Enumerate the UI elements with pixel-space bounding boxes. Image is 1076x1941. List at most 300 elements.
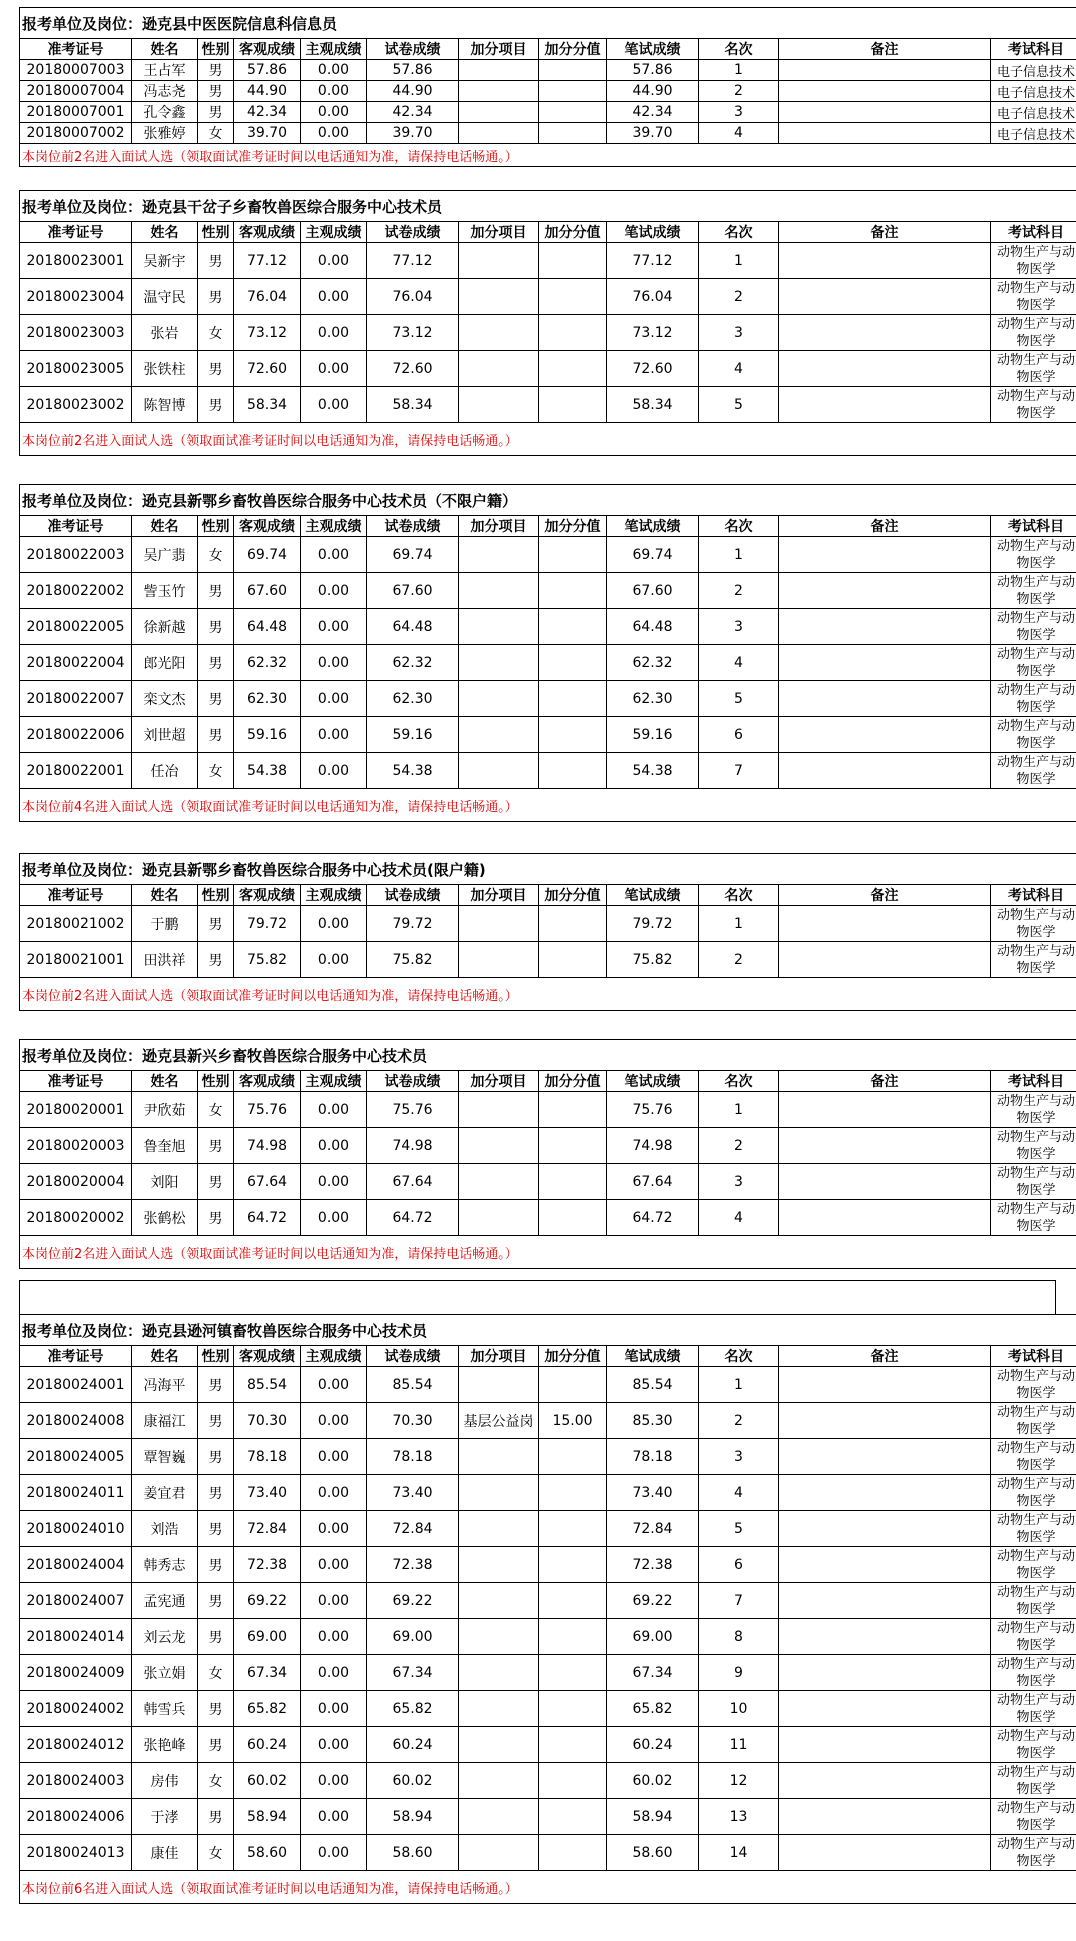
- cell-admission-number: 20180024002: [20, 1691, 132, 1727]
- column-header-objective-score: 客观成绩: [234, 1346, 301, 1367]
- column-header-rank: 名次: [699, 222, 779, 243]
- column-header-name: 姓名: [132, 885, 198, 906]
- cell-remark: [779, 1439, 991, 1475]
- cell-written-score: 69.74: [607, 537, 699, 573]
- cell-written-score: 67.60: [607, 573, 699, 609]
- cell-subjective-score: 0.00: [301, 1691, 367, 1727]
- cell-admission-number: 20180023005: [20, 351, 132, 387]
- cell-objective-score: 60.02: [234, 1763, 301, 1799]
- cell-exam-subject: 动物生产与动物医学: [991, 1164, 1076, 1200]
- cell-bonus-item: [459, 1128, 539, 1164]
- cell-bonus-item: [459, 351, 539, 387]
- cell-rank: 7: [699, 1583, 779, 1619]
- column-header-objective-score: 客观成绩: [234, 222, 301, 243]
- cell-written-score: 44.90: [607, 81, 699, 102]
- cell-written-score: 57.86: [607, 60, 699, 81]
- cell-subjective-score: 0.00: [301, 1511, 367, 1547]
- section-title: 报考单位及岗位：逊克县新鄂乡畜牧兽医综合服务中心技术员（不限户籍）: [20, 485, 1076, 516]
- cell-paper-score: 77.12: [367, 243, 459, 279]
- cell-objective-score: 67.64: [234, 1164, 301, 1200]
- title-row: [20, 191, 1076, 222]
- cell-rank: 6: [699, 1547, 779, 1583]
- cell-gender: 女: [198, 123, 234, 144]
- score-table: [19, 1314, 1076, 1904]
- table-row: [20, 906, 1076, 942]
- cell-remark: [779, 681, 991, 717]
- cell-name: 张立娟: [132, 1655, 198, 1691]
- cell-subjective-score: 0.00: [301, 942, 367, 978]
- column-header-admission-number: 准考证号: [20, 39, 132, 60]
- cell-bonus-value: [539, 573, 607, 609]
- cell-name: 张雅婷: [132, 123, 198, 144]
- cell-bonus-value: [539, 1763, 607, 1799]
- cell-gender: 男: [198, 942, 234, 978]
- column-header-exam-subject: 考试科目: [991, 222, 1076, 243]
- cell-admission-number: 20180024011: [20, 1475, 132, 1511]
- column-header-bonus-item: 加分项目: [459, 39, 539, 60]
- cell-objective-score: 77.12: [234, 243, 301, 279]
- cell-admission-number: 20180024001: [20, 1367, 132, 1403]
- cell-name: 栾文杰: [132, 681, 198, 717]
- cell-paper-score: 67.34: [367, 1655, 459, 1691]
- table-row: [20, 942, 1076, 978]
- cell-exam-subject: 动物生产与动物医学: [991, 1619, 1076, 1655]
- cell-bonus-value: 15.00: [539, 1403, 607, 1439]
- cell-subjective-score: 0.00: [301, 1835, 367, 1871]
- header-row: [20, 222, 1076, 243]
- column-header-gender: 性别: [198, 1346, 234, 1367]
- cell-exam-subject: 动物生产与动物医学: [991, 315, 1076, 351]
- cell-remark: [779, 1367, 991, 1403]
- cell-rank: 2: [699, 81, 779, 102]
- cell-name: 康佳: [132, 1835, 198, 1871]
- section-title: 报考单位及岗位：逊克县新鄂乡畜牧兽医综合服务中心技术员(限户籍): [20, 854, 1076, 885]
- header-row: [20, 516, 1076, 537]
- cell-name: 刘阳: [132, 1164, 198, 1200]
- cell-admission-number: 20180024003: [20, 1763, 132, 1799]
- cell-remark: [779, 1475, 991, 1511]
- table-row: [20, 315, 1076, 351]
- cell-remark: [779, 717, 991, 753]
- cell-subjective-score: 0.00: [301, 1439, 367, 1475]
- cell-written-score: 73.12: [607, 315, 699, 351]
- cell-name: 刘浩: [132, 1511, 198, 1547]
- table-row: [20, 1799, 1076, 1835]
- cell-name: 王占军: [132, 60, 198, 81]
- column-header-remark: 备注: [779, 1346, 991, 1367]
- cell-name: 田洪祥: [132, 942, 198, 978]
- cell-written-score: 42.34: [607, 102, 699, 123]
- table-row: [20, 645, 1076, 681]
- cell-admission-number: 20180024006: [20, 1799, 132, 1835]
- cell-objective-score: 79.72: [234, 906, 301, 942]
- table-row: [20, 60, 1076, 81]
- cell-remark: [779, 1511, 991, 1547]
- score-table: [19, 484, 1076, 822]
- cell-bonus-value: [539, 1367, 607, 1403]
- cell-admission-number: 20180023001: [20, 243, 132, 279]
- table-row: [20, 1619, 1076, 1655]
- cell-bonus-value: [539, 537, 607, 573]
- cell-bonus-value: [539, 243, 607, 279]
- cell-name: 于鹏: [132, 906, 198, 942]
- cell-gender: 男: [198, 1439, 234, 1475]
- cell-remark: [779, 753, 991, 789]
- cell-bonus-item: [459, 1727, 539, 1763]
- note-row: [20, 978, 1076, 1011]
- table-row: [20, 1164, 1076, 1200]
- cell-paper-score: 62.32: [367, 645, 459, 681]
- cell-gender: 男: [198, 387, 234, 423]
- cell-written-score: 69.00: [607, 1619, 699, 1655]
- cell-bonus-value: [539, 351, 607, 387]
- cell-rank: 4: [699, 123, 779, 144]
- cell-bonus-value: [539, 102, 607, 123]
- cell-rank: 2: [699, 1403, 779, 1439]
- cell-paper-score: 78.18: [367, 1439, 459, 1475]
- cell-gender: 男: [198, 1583, 234, 1619]
- cell-subjective-score: 0.00: [301, 537, 367, 573]
- cell-written-score: 69.22: [607, 1583, 699, 1619]
- cell-exam-subject: 动物生产与动物医学: [991, 1092, 1076, 1128]
- cell-bonus-value: [539, 387, 607, 423]
- cell-bonus-value: [539, 681, 607, 717]
- cell-paper-score: 42.34: [367, 102, 459, 123]
- cell-paper-score: 64.48: [367, 609, 459, 645]
- table-row: [20, 681, 1076, 717]
- cell-gender: 男: [198, 681, 234, 717]
- cell-objective-score: 58.94: [234, 1799, 301, 1835]
- column-header-exam-subject: 考试科目: [991, 885, 1076, 906]
- cell-rank: 1: [699, 1367, 779, 1403]
- cell-rank: 5: [699, 1511, 779, 1547]
- cell-rank: 3: [699, 609, 779, 645]
- cell-paper-score: 67.60: [367, 573, 459, 609]
- column-header-admission-number: 准考证号: [20, 885, 132, 906]
- cell-remark: [779, 906, 991, 942]
- cell-bonus-item: [459, 1439, 539, 1475]
- interview-note: 本岗位前2名进入面试人选（领取面试准考证时间以电话通知为准，请保持电话畅通。）: [20, 144, 1076, 167]
- cell-subjective-score: 0.00: [301, 81, 367, 102]
- cell-gender: 女: [198, 315, 234, 351]
- cell-bonus-value: [539, 753, 607, 789]
- cell-name: 郎光阳: [132, 645, 198, 681]
- cell-objective-score: 42.34: [234, 102, 301, 123]
- cell-subjective-score: 0.00: [301, 387, 367, 423]
- cell-paper-score: 73.12: [367, 315, 459, 351]
- cell-remark: [779, 60, 991, 81]
- cell-name: 张铁柱: [132, 351, 198, 387]
- cell-objective-score: 72.60: [234, 351, 301, 387]
- cell-bonus-item: [459, 1835, 539, 1871]
- column-header-bonus-value: 加分分值: [539, 885, 607, 906]
- cell-objective-score: 67.34: [234, 1655, 301, 1691]
- cell-remark: [779, 1799, 991, 1835]
- cell-rank: 13: [699, 1799, 779, 1835]
- cell-bonus-value: [539, 1655, 607, 1691]
- cell-written-score: 76.04: [607, 279, 699, 315]
- cell-bonus-value: [539, 1128, 607, 1164]
- cell-objective-score: 69.74: [234, 537, 301, 573]
- cell-admission-number: 20180024009: [20, 1655, 132, 1691]
- cell-written-score: 64.48: [607, 609, 699, 645]
- cell-objective-score: 64.72: [234, 1200, 301, 1236]
- table-row: [20, 1200, 1076, 1236]
- interview-note: 本岗位前4名进入面试人选（领取面试准考证时间以电话通知为准，请保持电话畅通。）: [20, 789, 1076, 822]
- column-header-name: 姓名: [132, 1346, 198, 1367]
- column-header-remark: 备注: [779, 1071, 991, 1092]
- table-row: [20, 243, 1076, 279]
- column-header-remark: 备注: [779, 222, 991, 243]
- cell-rank: 3: [699, 1439, 779, 1475]
- cell-name: 冯志尧: [132, 81, 198, 102]
- column-header-written-score: 笔试成绩: [607, 1346, 699, 1367]
- cell-name: 徐新越: [132, 609, 198, 645]
- section-xinxiyuan: [19, 7, 1076, 167]
- column-header-gender: 性别: [198, 885, 234, 906]
- cell-bonus-item: [459, 537, 539, 573]
- cell-bonus-item: [459, 717, 539, 753]
- cell-name: 温守民: [132, 279, 198, 315]
- column-header-bonus-value: 加分分值: [539, 1071, 607, 1092]
- cell-name: 吴新宇: [132, 243, 198, 279]
- cell-exam-subject: 动物生产与动物医学: [991, 1583, 1076, 1619]
- cell-remark: [779, 351, 991, 387]
- cell-exam-subject: 动物生产与动物医学: [991, 243, 1076, 279]
- cell-exam-subject: 动物生产与动物医学: [991, 1799, 1076, 1835]
- cell-written-score: 65.82: [607, 1691, 699, 1727]
- section-xinxing: [19, 1039, 1076, 1269]
- cell-written-score: 64.72: [607, 1200, 699, 1236]
- interview-note: 本岗位前2名进入面试人选（领取面试准考证时间以电话通知为准，请保持电话畅通。）: [20, 423, 1076, 456]
- column-header-objective-score: 客观成绩: [234, 885, 301, 906]
- cell-bonus-item: [459, 1367, 539, 1403]
- cell-remark: [779, 537, 991, 573]
- cell-bonus-item: [459, 1092, 539, 1128]
- cell-rank: 7: [699, 753, 779, 789]
- cell-bonus-value: [539, 1583, 607, 1619]
- cell-name: 孔令鑫: [132, 102, 198, 123]
- table-row: [20, 1475, 1076, 1511]
- cell-bonus-item: [459, 60, 539, 81]
- cell-name: 訾玉竹: [132, 573, 198, 609]
- cell-objective-score: 76.04: [234, 279, 301, 315]
- column-header-rank: 名次: [699, 885, 779, 906]
- cell-name: 张岩: [132, 315, 198, 351]
- cell-exam-subject: 动物生产与动物医学: [991, 1727, 1076, 1763]
- cell-rank: 9: [699, 1655, 779, 1691]
- cell-bonus-item: [459, 906, 539, 942]
- cell-bonus-item: 基层公益岗: [459, 1403, 539, 1439]
- cell-bonus-value: [539, 1475, 607, 1511]
- cell-written-score: 85.54: [607, 1367, 699, 1403]
- table-row: [20, 387, 1076, 423]
- cell-subjective-score: 0.00: [301, 1655, 367, 1691]
- column-header-name: 姓名: [132, 1071, 198, 1092]
- cell-bonus-value: [539, 123, 607, 144]
- interview-note: 本岗位前6名进入面试人选（领取面试准考证时间以电话通知为准，请保持电话畅通。）: [20, 1871, 1076, 1904]
- cell-written-score: 62.30: [607, 681, 699, 717]
- cell-remark: [779, 81, 991, 102]
- cell-gender: 男: [198, 1619, 234, 1655]
- cell-gender: 男: [198, 1403, 234, 1439]
- cell-gender: 女: [198, 1835, 234, 1871]
- cell-paper-score: 57.86: [367, 60, 459, 81]
- table-row: [20, 573, 1076, 609]
- cell-written-score: 58.34: [607, 387, 699, 423]
- cell-gender: 男: [198, 243, 234, 279]
- cell-name: 张鹤松: [132, 1200, 198, 1236]
- cell-admission-number: 20180007004: [20, 81, 132, 102]
- table-row: [20, 1763, 1076, 1799]
- cell-gender: 男: [198, 906, 234, 942]
- column-header-rank: 名次: [699, 516, 779, 537]
- cell-written-score: 58.94: [607, 1799, 699, 1835]
- cell-admission-number: 20180024007: [20, 1583, 132, 1619]
- cell-rank: 4: [699, 1200, 779, 1236]
- cell-rank: 2: [699, 1128, 779, 1164]
- cell-bonus-item: [459, 1200, 539, 1236]
- column-header-admission-number: 准考证号: [20, 1071, 132, 1092]
- cell-remark: [779, 1655, 991, 1691]
- cell-bonus-item: [459, 387, 539, 423]
- cell-rank: 4: [699, 645, 779, 681]
- cell-admission-number: 20180024004: [20, 1547, 132, 1583]
- cell-paper-score: 39.70: [367, 123, 459, 144]
- column-header-gender: 性别: [198, 516, 234, 537]
- cell-admission-number: 20180023004: [20, 279, 132, 315]
- column-header-written-score: 笔试成绩: [607, 1071, 699, 1092]
- cell-bonus-item: [459, 753, 539, 789]
- cell-objective-score: 70.30: [234, 1403, 301, 1439]
- score-table: [19, 7, 1076, 167]
- column-header-subjective-score: 主观成绩: [301, 885, 367, 906]
- column-header-remark: 备注: [779, 39, 991, 60]
- column-header-admission-number: 准考证号: [20, 222, 132, 243]
- table-row: [20, 1727, 1076, 1763]
- score-table: [19, 853, 1076, 1011]
- section-title: 报考单位及岗位：逊克县干岔子乡畜牧兽医综合服务中心技术员: [20, 191, 1076, 222]
- column-header-admission-number: 准考证号: [20, 1346, 132, 1367]
- cell-exam-subject: 动物生产与动物医学: [991, 942, 1076, 978]
- cell-remark: [779, 123, 991, 144]
- note-row: [20, 1871, 1076, 1904]
- cell-paper-score: 69.00: [367, 1619, 459, 1655]
- cell-gender: 男: [198, 81, 234, 102]
- section-xunhe: [19, 1314, 1076, 1904]
- cell-admission-number: 20180021002: [20, 906, 132, 942]
- cell-bonus-item: [459, 279, 539, 315]
- cell-bonus-value: [539, 1727, 607, 1763]
- cell-exam-subject: 动物生产与动物医学: [991, 279, 1076, 315]
- column-header-written-score: 笔试成绩: [607, 885, 699, 906]
- cell-admission-number: 20180023003: [20, 315, 132, 351]
- cell-rank: 3: [699, 102, 779, 123]
- cell-admission-number: 20180021001: [20, 942, 132, 978]
- cell-remark: [779, 609, 991, 645]
- cell-paper-score: 67.64: [367, 1164, 459, 1200]
- column-header-objective-score: 客观成绩: [234, 516, 301, 537]
- cell-paper-score: 75.82: [367, 942, 459, 978]
- cell-gender: 女: [198, 1092, 234, 1128]
- cell-paper-score: 72.60: [367, 351, 459, 387]
- cell-bonus-item: [459, 1691, 539, 1727]
- cell-exam-subject: 动物生产与动物医学: [991, 1835, 1076, 1871]
- cell-admission-number: 20180020004: [20, 1164, 132, 1200]
- cell-written-score: 75.76: [607, 1092, 699, 1128]
- column-header-paper-score: 试卷成绩: [367, 516, 459, 537]
- cell-remark: [779, 315, 991, 351]
- cell-exam-subject: 动物生产与动物医学: [991, 1655, 1076, 1691]
- table-row: [20, 753, 1076, 789]
- cell-rank: 1: [699, 243, 779, 279]
- cell-admission-number: 20180024005: [20, 1439, 132, 1475]
- cell-bonus-item: [459, 1475, 539, 1511]
- cell-paper-score: 60.24: [367, 1727, 459, 1763]
- table-row: [20, 1655, 1076, 1691]
- cell-name: 张艳峰: [132, 1727, 198, 1763]
- column-header-bonus-value: 加分分值: [539, 516, 607, 537]
- cell-paper-score: 69.74: [367, 537, 459, 573]
- cell-objective-score: 39.70: [234, 123, 301, 144]
- cell-remark: [779, 1200, 991, 1236]
- cell-written-score: 77.12: [607, 243, 699, 279]
- table-row: [20, 1691, 1076, 1727]
- cell-exam-subject: 动物生产与动物医学: [991, 681, 1076, 717]
- cell-bonus-value: [539, 60, 607, 81]
- column-header-gender: 性别: [198, 1071, 234, 1092]
- cell-objective-score: 54.38: [234, 753, 301, 789]
- cell-exam-subject: 动物生产与动物医学: [991, 1763, 1076, 1799]
- cell-bonus-value: [539, 315, 607, 351]
- cell-remark: [779, 1547, 991, 1583]
- cell-written-score: 74.98: [607, 1128, 699, 1164]
- column-header-objective-score: 客观成绩: [234, 1071, 301, 1092]
- column-header-rank: 名次: [699, 1071, 779, 1092]
- table-row: [20, 1835, 1076, 1871]
- cell-written-score: 75.82: [607, 942, 699, 978]
- cell-name: 陈智博: [132, 387, 198, 423]
- header-row: [20, 885, 1076, 906]
- cell-gender: 女: [198, 1763, 234, 1799]
- cell-objective-score: 69.22: [234, 1583, 301, 1619]
- column-header-remark: 备注: [779, 885, 991, 906]
- cell-rank: 2: [699, 279, 779, 315]
- cell-objective-score: 85.54: [234, 1367, 301, 1403]
- cell-written-score: 60.24: [607, 1727, 699, 1763]
- cell-bonus-value: [539, 1691, 607, 1727]
- column-header-bonus-item: 加分项目: [459, 1071, 539, 1092]
- cell-name: 韩秀志: [132, 1547, 198, 1583]
- cell-bonus-item: [459, 1655, 539, 1691]
- cell-bonus-value: [539, 279, 607, 315]
- cell-exam-subject: 动物生产与动物医学: [991, 1511, 1076, 1547]
- cell-objective-score: 72.38: [234, 1547, 301, 1583]
- table-row: [20, 609, 1076, 645]
- column-header-gender: 性别: [198, 39, 234, 60]
- cell-bonus-value: [539, 1164, 607, 1200]
- cell-bonus-value: [539, 645, 607, 681]
- cell-written-score: 78.18: [607, 1439, 699, 1475]
- cell-subjective-score: 0.00: [301, 645, 367, 681]
- table-row: [20, 537, 1076, 573]
- cell-paper-score: 75.76: [367, 1092, 459, 1128]
- column-header-paper-score: 试卷成绩: [367, 885, 459, 906]
- cell-bonus-item: [459, 645, 539, 681]
- cell-paper-score: 59.16: [367, 717, 459, 753]
- cell-written-score: 85.30: [607, 1403, 699, 1439]
- cell-bonus-value: [539, 1835, 607, 1871]
